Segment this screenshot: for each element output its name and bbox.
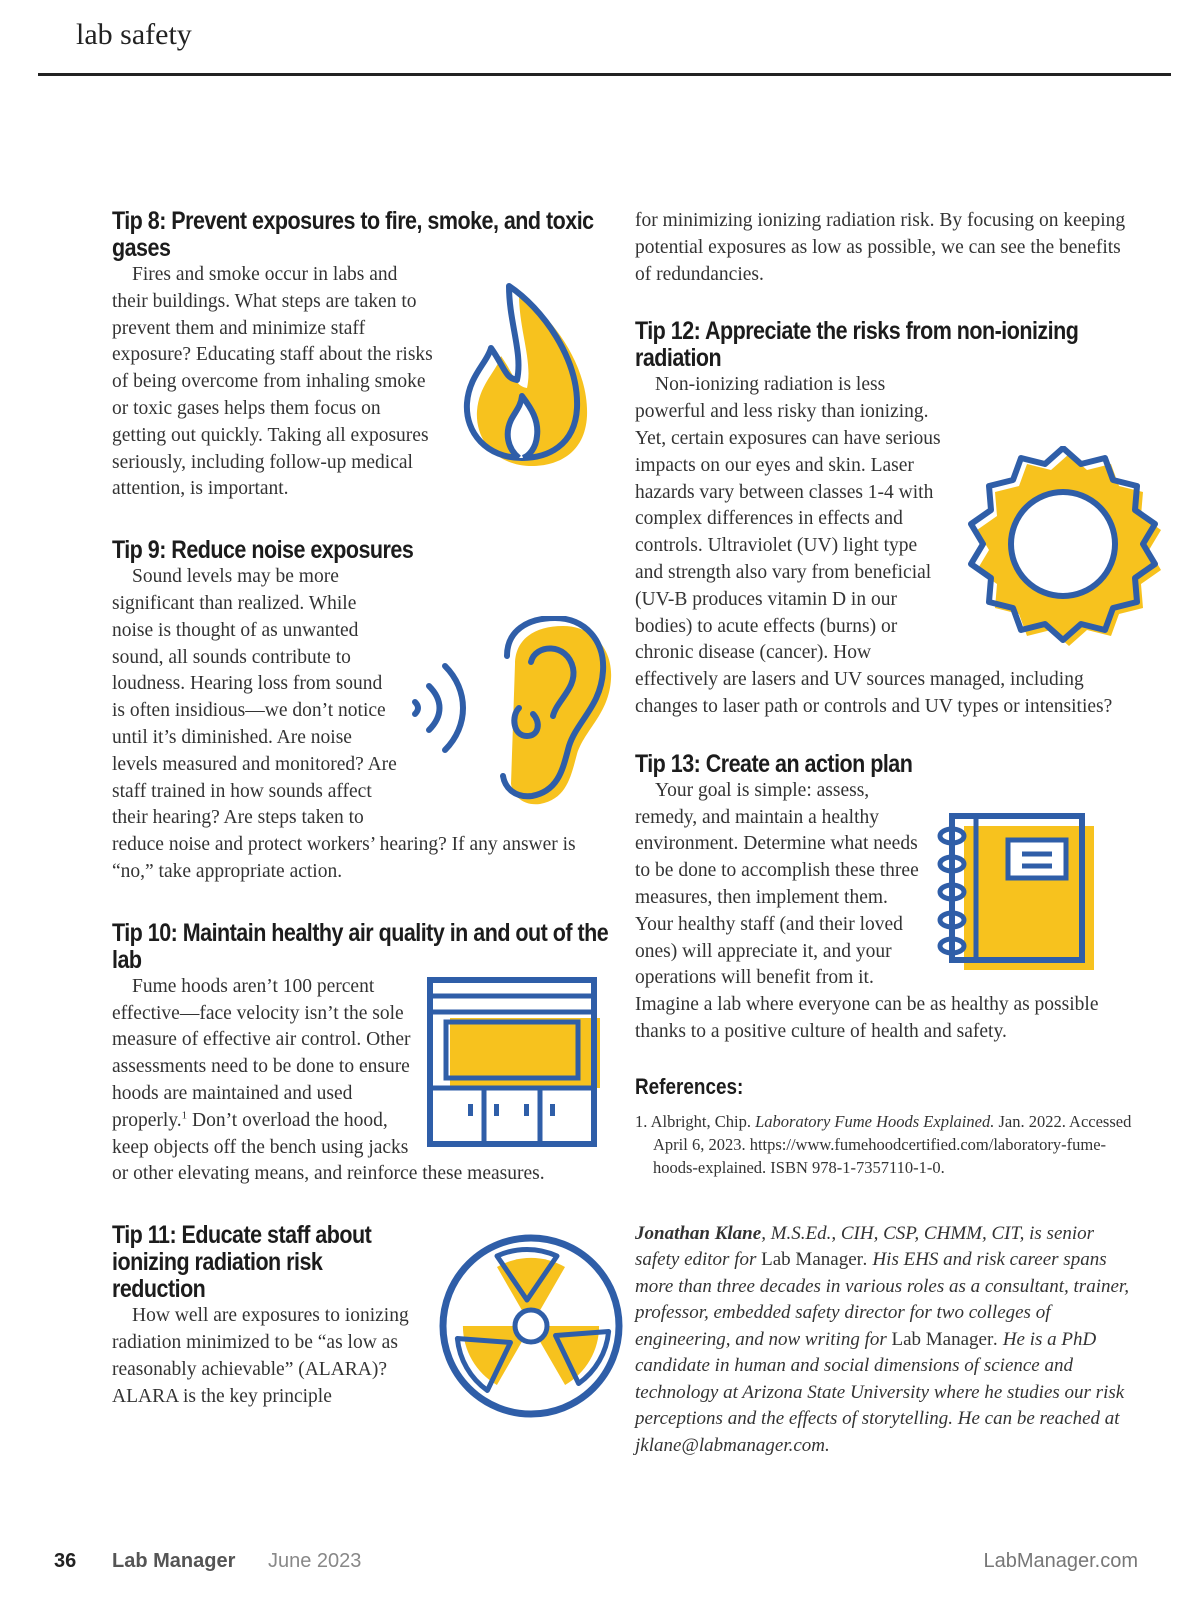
references-heading: References:: [635, 1073, 744, 1099]
tip11-body: How well are exposures to ionizing radiation minimized to be “as low as reasonably achievable” (ALARA)? ALARA is the key principle: [112, 1305, 409, 1407]
tip10-body: Fume hoods aren’t 100 percent effective—face velocity isn’t the sole measure of effective air control. Other assessments need to be done to ensure hoods are maintained and used properly.$^1$ Don’t overload the hood, keep objects off the bench using jacks or other elevating means, and reinforce these measures.: [112, 974, 612, 1188]
author-bio: Jonathan Klane, M.S.Ed., CIH, CSP, CHMM, CIT, is senior safety editor for Lab Manager. His EHS and risk career spans more than three decades in various roles as a consultant, trainer, professor, embedded safety director for two colleges of engineering, and now writing for Lab Manager. He is a PhD candidate in human and social dimensions of science and technology at Arizona State University where he studies our risk perceptions and the effects of storytelling. He can be reached at jklane@labmanager.com.: [635, 1222, 1129, 1456]
tip8-title: Tip 8: Prevent exposures to fire, smoke, and toxic gases: [112, 207, 594, 262]
tip12-body: Non-ionizing radiation is less powerful and less risky than ionizing. Yet, certain exposures can have serious impacts on our eyes and skin. Laser hazards vary between classes 1-4 with complex differences in effects and controls. Ultraviolet (UV) light type and strength also vary from beneficial (UV-B produces vitamin D in our bodies) to acute effects (burns) or chronic disease (cancer). How effectively are lasers and UV sources managed, including changes to laser path or controls and UV types or intensities?: [635, 372, 1140, 720]
tip9-body: Sound levels may be more significant than realized. While noise is thought of as unwanted sound, all sounds contribute to loudness. Hearing loss from sound is often insidious—we don’t notice until it’s diminished. Are noise levels measured and monitored? Are staff trained in how sounds affect their hearing? Are steps taken to reduce noise and protect workers’ hearing? If any answer is “no,” take appropriate action.: [112, 564, 612, 886]
notebook-icon: [932, 812, 1102, 974]
footnote-marker: 1: [181, 1109, 188, 1122]
tip12-title: Tip 12: Appreciate the risks from non-ionizing radiation: [635, 317, 1079, 373]
page-footer: [0, 1550, 1200, 1580]
tip13-body: Your goal is simple: assess, remedy, and maintain a healthy environment. Determine what needs to be done to accomplish these three measures, then implement them. Your healthy staff (and their loved ones) will appreciate it, and your operations will benefit from it. Imagine a lab where everyone can be as healthy as possible thanks to a positive culture of health and safety.: [635, 778, 1140, 1046]
fire-icon: [447, 268, 622, 468]
tip8-body: Fires and smoke occur in labs and their buildings. What steps are taken to prevent them and minimize staff exposure? Educating staff about the risks of being overcome from inhaling smoke or toxic gases helps them focus on getting out quickly. Taking all exposures seriously, including follow-up medical attention, is important.: [112, 264, 433, 500]
fume-hood-icon: [426, 976, 608, 1156]
left-column: [112, 208, 612, 1419]
tip11-body-continued: for minimizing ionizing radiation risk. By focusing on keeping potential exposures as low as possible, we can see the benefits of redundancies.: [635, 210, 1126, 285]
ear-sound-icon: [407, 616, 612, 806]
author-name: Jonathan Klane: [635, 1222, 762, 1244]
page-number: 36: [54, 1550, 77, 1572]
website-link[interactable]: LabManager.com: [983, 1550, 1138, 1572]
sun-icon: [953, 446, 1168, 646]
section-label: lab safety: [76, 18, 192, 51]
magazine-name: Lab Manager: [112, 1550, 236, 1572]
radiation-icon: [438, 1233, 624, 1419]
tip13-title: Tip 13: Create an action plan: [635, 749, 913, 778]
issue-date: June 2023: [268, 1550, 362, 1572]
tip9-title: Tip 9: Reduce noise exposures: [112, 536, 414, 565]
reference-item: 1. Albright, Chip. Laboratory Fume Hoods Explained. Jan. 2022. Accessed April 6, 2023. https://www.fumehoodcertified.com/laboratory-fume-hoods-explained. ISBN 978-1-7357110-1-0.: [635, 1111, 1132, 1177]
right-column: [635, 208, 1140, 1459]
tip10-title: Tip 10: Maintain healthy air quality in and out of the lab: [112, 918, 609, 974]
tip11-title: Tip 11: Educate staff about ionizing radiation risk reduction: [112, 1221, 372, 1304]
header-rule: [38, 73, 1171, 76]
